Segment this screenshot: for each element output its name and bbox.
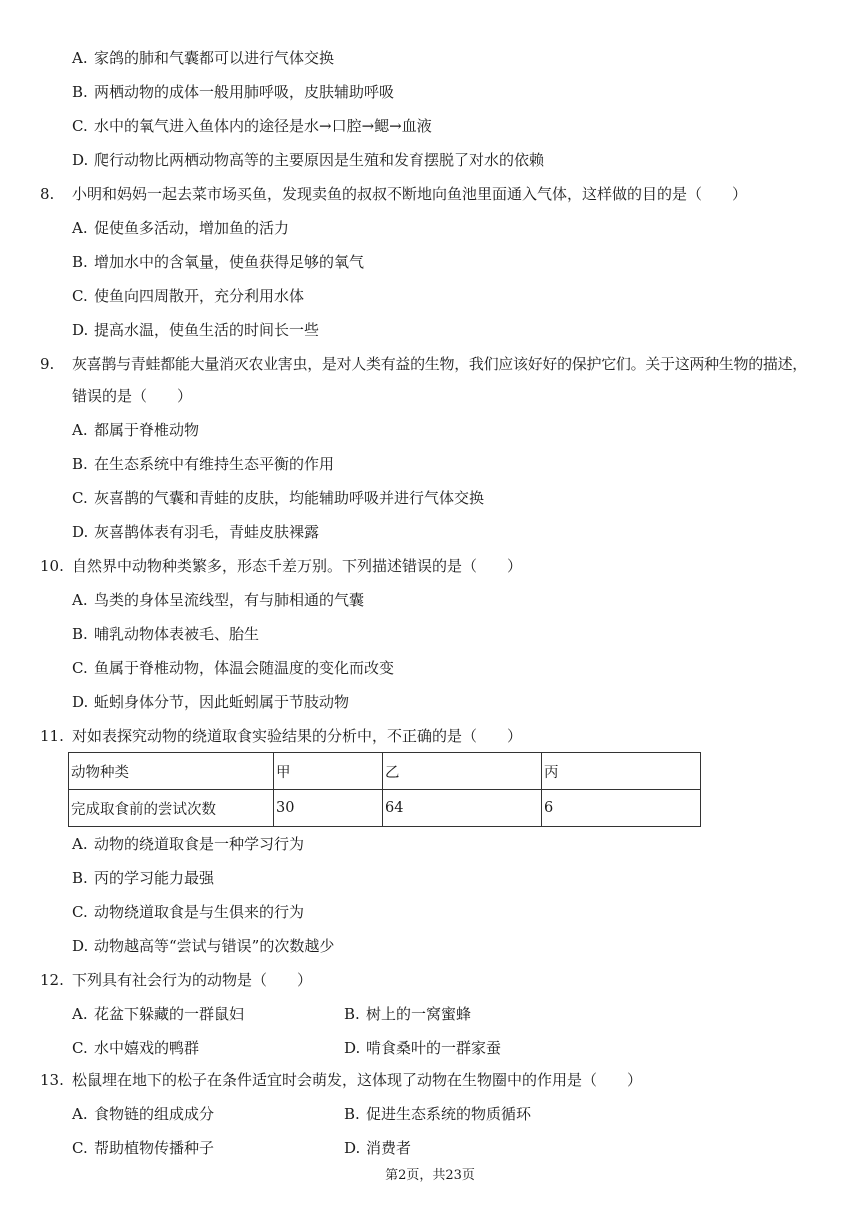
q10-stem bbox=[0, 556, 860, 576]
q12-option-a bbox=[72, 1004, 244, 1024]
q8-option-d bbox=[72, 320, 319, 340]
option-letter: A. bbox=[72, 835, 88, 853]
option-letter: C. bbox=[72, 117, 88, 135]
option-text: 灰喜鹊体表有羽毛，青蛙皮肤裸露 bbox=[94, 523, 320, 541]
q12-option-c bbox=[72, 1038, 199, 1058]
q11-stem bbox=[0, 726, 860, 746]
table-header-cell: 丙 bbox=[542, 753, 701, 790]
option-letter: D. bbox=[344, 1039, 361, 1057]
q9-option-a bbox=[72, 420, 199, 440]
page-footer: 第2页，共23页 bbox=[385, 1168, 475, 1183]
q9-option-b bbox=[72, 454, 334, 474]
option-text: 促使鱼多活动，增加鱼的活力 bbox=[94, 219, 290, 237]
option-letter: B. bbox=[72, 869, 88, 887]
experiment-table bbox=[68, 752, 701, 827]
q13-option-d bbox=[344, 1138, 411, 1158]
q11-option-c bbox=[72, 902, 304, 922]
q13-stem bbox=[0, 1070, 860, 1090]
q7-option-a bbox=[72, 48, 334, 68]
question-text: 自然界中动物种类繁多，形态千差万别。下列描述错误的是（ ） bbox=[72, 557, 523, 575]
option-text: 蚯蚓身体分节，因此蚯蚓属于节肢动物 bbox=[94, 693, 350, 711]
option-text: 动物越高等“尝试与错误”的次数越少 bbox=[94, 937, 335, 955]
option-text: 鱼属于脊椎动物，体温会随温度的变化而改变 bbox=[94, 659, 395, 677]
option-text: 在生态系统中有维持生态平衡的作用 bbox=[94, 455, 335, 473]
option-text: 哺乳动物体表被毛、胎生 bbox=[94, 625, 260, 643]
option-text: 花盆下躲藏的一群鼠妇 bbox=[94, 1005, 245, 1023]
option-letter: C. bbox=[72, 1039, 88, 1057]
table-cell: 6 bbox=[542, 790, 701, 827]
option-letter: C. bbox=[72, 903, 88, 921]
option-letter: D. bbox=[72, 321, 89, 339]
option-letter: D. bbox=[72, 523, 89, 541]
question-text: 松鼠埋在地下的松子在条件适宜时会萌发，这体现了动物在生物圈中的作用是（ ） bbox=[72, 1071, 643, 1089]
question-text: 对如表探究动物的绕道取食实验结果的分析中，不正确的是（ ） bbox=[72, 727, 523, 745]
question-number: 13. bbox=[40, 1071, 64, 1089]
option-text: 使鱼向四周散开，充分利用水体 bbox=[94, 287, 305, 305]
q8-option-b bbox=[72, 252, 364, 272]
q12-option-b bbox=[344, 1004, 471, 1024]
table-row bbox=[69, 790, 701, 827]
q8-option-c bbox=[72, 286, 304, 306]
option-letter: D. bbox=[344, 1139, 361, 1157]
q7-option-b bbox=[72, 82, 394, 102]
option-text: 食物链的组成成分 bbox=[94, 1105, 215, 1123]
table-header-cell: 乙 bbox=[383, 753, 542, 790]
option-letter: A. bbox=[72, 219, 88, 237]
question-number: 9. bbox=[40, 355, 55, 373]
option-text: 丙的学习能力最强 bbox=[94, 869, 215, 887]
q8-stem bbox=[0, 184, 860, 204]
option-letter: D. bbox=[72, 693, 89, 711]
option-text: 促进生态系统的物质循环 bbox=[366, 1105, 532, 1123]
option-text: 啃食桑叶的一群家蚕 bbox=[366, 1039, 502, 1057]
q10-option-d bbox=[72, 692, 349, 712]
option-letter: C. bbox=[72, 489, 88, 507]
option-letter: D. bbox=[72, 151, 89, 169]
option-letter: B. bbox=[72, 83, 88, 101]
option-text: 动物绕道取食是与生俱来的行为 bbox=[94, 903, 305, 921]
table-row bbox=[69, 753, 701, 790]
q7-option-c bbox=[72, 116, 432, 136]
question-number: 10. bbox=[40, 557, 64, 575]
question-text: 下列具有社会行为的动物是（ ） bbox=[72, 971, 313, 989]
option-text: 家鸽的肺和气囊都可以进行气体交换 bbox=[94, 49, 335, 67]
q13-option-a bbox=[72, 1104, 214, 1124]
q9-stem bbox=[0, 354, 860, 374]
q11-option-b bbox=[72, 868, 214, 888]
q11-option-a bbox=[72, 834, 304, 854]
table-cell: 30 bbox=[274, 790, 383, 827]
q13-option-c bbox=[72, 1138, 214, 1158]
table-header-cell: 动物种类 bbox=[69, 753, 274, 790]
q10-option-c bbox=[72, 658, 394, 678]
q8-option-a bbox=[72, 218, 289, 238]
option-text: 两栖动物的成体一般用肺呼吸，皮肤辅助呼吸 bbox=[94, 83, 395, 101]
option-letter: A. bbox=[72, 1105, 88, 1123]
option-text: 水中的氧气进入鱼体内的途径是水→口腔→鳃→血液 bbox=[94, 117, 432, 135]
option-letter: C. bbox=[72, 1139, 88, 1157]
question-number: 12. bbox=[40, 971, 64, 989]
option-text: 提高水温，使鱼生活的时间长一些 bbox=[94, 321, 320, 339]
q9-option-d bbox=[72, 522, 319, 542]
q9-stem-line2: 错误的是（ ） bbox=[72, 387, 193, 405]
q10-option-a bbox=[72, 590, 364, 610]
option-letter: B. bbox=[344, 1005, 360, 1023]
option-letter: A. bbox=[72, 1005, 88, 1023]
q11-option-d bbox=[72, 936, 334, 956]
option-letter: D. bbox=[72, 937, 89, 955]
option-letter: B. bbox=[344, 1105, 360, 1123]
option-text: 鸟类的身体呈流线型，有与肺相通的气囊 bbox=[94, 591, 365, 609]
option-text: 都属于脊椎动物 bbox=[94, 421, 200, 439]
option-letter: B. bbox=[72, 625, 88, 643]
option-letter: A. bbox=[72, 49, 88, 67]
option-letter: C. bbox=[72, 659, 88, 677]
table-header-cell: 甲 bbox=[274, 753, 383, 790]
option-letter: B. bbox=[72, 455, 88, 473]
option-text: 水中嬉戏的鸭群 bbox=[94, 1039, 200, 1057]
option-text: 帮助植物传播种子 bbox=[94, 1139, 215, 1157]
q7-option-d bbox=[72, 150, 544, 170]
option-letter: A. bbox=[72, 591, 88, 609]
q12-option-d bbox=[344, 1038, 501, 1058]
option-text: 爬行动物比两栖动物高等的主要原因是生殖和发育摆脱了对水的依赖 bbox=[94, 151, 545, 169]
option-text: 灰喜鹊的气囊和青蛙的皮肤，均能辅助呼吸并进行气体交换 bbox=[94, 489, 485, 507]
option-text: 树上的一窝蜜蜂 bbox=[366, 1005, 472, 1023]
q12-stem bbox=[0, 970, 860, 990]
question-text-line1: 灰喜鹊与青蛙都能大量消灭农业害虫，是对人类有益的生物，我们应该好好的保护它们。关于这两种生物的描述， bbox=[72, 355, 808, 373]
q9-option-c bbox=[72, 488, 484, 508]
option-letter: A. bbox=[72, 421, 88, 439]
question-number: 11. bbox=[40, 727, 64, 745]
option-letter: C. bbox=[72, 287, 88, 305]
q13-option-b bbox=[344, 1104, 531, 1124]
table-cell: 完成取食前的尝试次数 bbox=[69, 790, 274, 827]
option-text: 消费者 bbox=[366, 1139, 412, 1157]
q10-option-b bbox=[72, 624, 259, 644]
option-text: 增加水中的含氧量，使鱼获得足够的氧气 bbox=[94, 253, 365, 271]
option-letter: B. bbox=[72, 253, 88, 271]
question-number: 8. bbox=[40, 185, 55, 203]
option-text: 动物的绕道取食是一种学习行为 bbox=[94, 835, 305, 853]
question-text: 小明和妈妈一起去菜市场买鱼，发现卖鱼的叔叔不断地向鱼池里面通入气体，这样做的目的是（ ） bbox=[72, 185, 748, 203]
table-cell: 64 bbox=[383, 790, 542, 827]
